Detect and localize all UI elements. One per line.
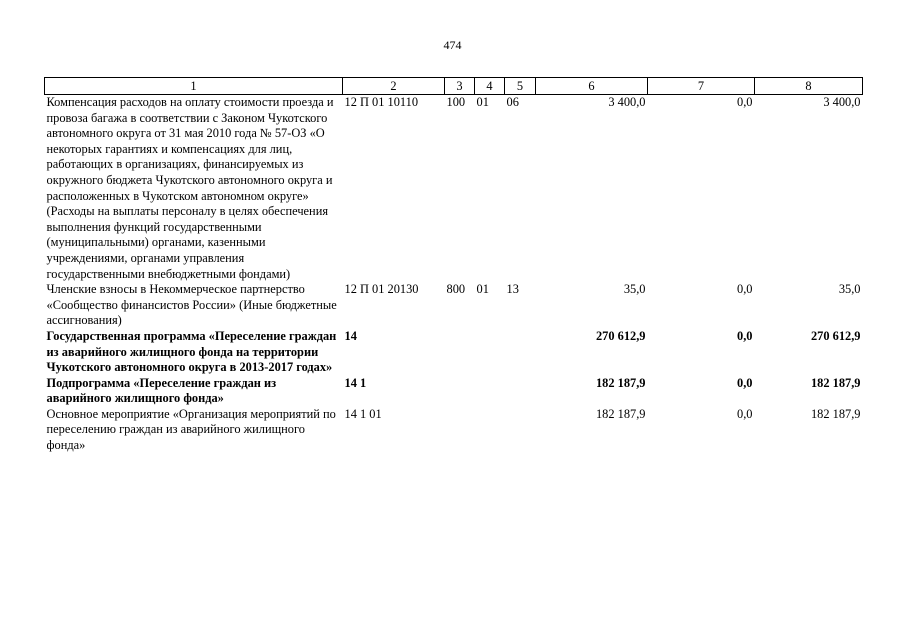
row-col8: 270 612,9 bbox=[810, 328, 861, 343]
row-col4 bbox=[475, 407, 505, 454]
row-code: 12 П 01 10110 bbox=[344, 95, 419, 109]
column-header-3: 3 bbox=[445, 78, 475, 95]
row-code: 14 1 bbox=[344, 375, 367, 390]
row-col3 bbox=[445, 329, 475, 376]
column-header-1: 1 bbox=[45, 78, 343, 95]
column-header-2: 2 bbox=[343, 78, 445, 95]
row-col5 bbox=[505, 329, 536, 376]
row-name: Компенсация расходов на оплату стоимости проезда и провоза багажа в соответствии с Законом Чукотского автономного округа от 31 мая 2010 года № 57-ОЗ «О некоторых гарантиях и компенсациях для лиц, работающих в организациях, финансируемых из окружного бюджета Чукотского автономного округа и расположенных в Чукотском автономном округе» (Расходы на выплаты персоналу в целях обеспечения выполнения функций государственными (муниципальными) органами, казенными учреждениями, органами управления государственными внебюджетными фондами) bbox=[46, 95, 334, 281]
table-row bbox=[45, 407, 863, 454]
budget-table bbox=[44, 77, 863, 454]
row-col8: 35,0 bbox=[838, 282, 861, 297]
row-col3: 100 bbox=[446, 95, 466, 109]
row-col6: 182 187,9 bbox=[595, 406, 646, 421]
table-row bbox=[45, 95, 863, 283]
row-col4 bbox=[475, 376, 505, 407]
row-col5 bbox=[505, 376, 536, 407]
row-col6: 35,0 bbox=[623, 282, 646, 297]
row-name: Членские взносы в Некоммерческое партнерство «Сообщество финансистов России» (Иные бюджетные ассигнования) bbox=[46, 282, 337, 328]
row-col3: 800 bbox=[446, 282, 466, 297]
row-code: 14 bbox=[344, 328, 357, 343]
column-header-7: 7 bbox=[648, 78, 755, 95]
column-header-4: 4 bbox=[475, 78, 505, 95]
row-col3 bbox=[445, 407, 475, 454]
row-col7: 0,0 bbox=[737, 282, 753, 297]
row-col6: 270 612,9 bbox=[595, 328, 646, 343]
row-code: 12 П 01 20130 bbox=[344, 282, 419, 297]
table-header-row bbox=[45, 78, 863, 95]
row-col5 bbox=[505, 407, 536, 454]
row-col4 bbox=[475, 329, 505, 376]
row-col4: 01 bbox=[476, 282, 489, 297]
table-row bbox=[45, 329, 863, 376]
row-name: Государственная программа «Переселение граждан из аварийного жилищного фонда на территории Чукотского автономного округа в 2013-2017 годах» bbox=[46, 328, 337, 375]
row-name: Основное мероприятие «Организация мероприятий по переселению граждан из аварийного жилищного фонда» bbox=[46, 406, 336, 453]
table-row bbox=[45, 282, 863, 329]
row-name: Подпрограмма «Переселение граждан из аварийного жилищного фонда» bbox=[46, 375, 277, 406]
row-col5: 13 bbox=[506, 282, 519, 297]
row-col7: 0,0 bbox=[737, 406, 753, 421]
table-row bbox=[45, 376, 863, 407]
row-col7: 0,0 bbox=[737, 375, 753, 390]
row-col7: 0,0 bbox=[737, 328, 753, 343]
row-col8: 3 400,0 bbox=[823, 95, 861, 109]
row-col7: 0,0 bbox=[737, 95, 753, 109]
row-col8: 182 187,9 bbox=[810, 375, 861, 390]
column-header-6: 6 bbox=[536, 78, 648, 95]
row-code: 14 1 01 bbox=[344, 406, 382, 421]
page-number: 474 bbox=[443, 38, 462, 52]
row-col3 bbox=[445, 376, 475, 407]
row-col4: 01 bbox=[476, 95, 489, 109]
row-col6: 182 187,9 bbox=[595, 375, 646, 390]
row-col6: 3 400,0 bbox=[608, 95, 646, 109]
row-col8: 182 187,9 bbox=[810, 406, 861, 421]
column-header-8: 8 bbox=[755, 78, 863, 95]
row-col5: 06 bbox=[506, 95, 519, 109]
column-header-5: 5 bbox=[505, 78, 536, 95]
